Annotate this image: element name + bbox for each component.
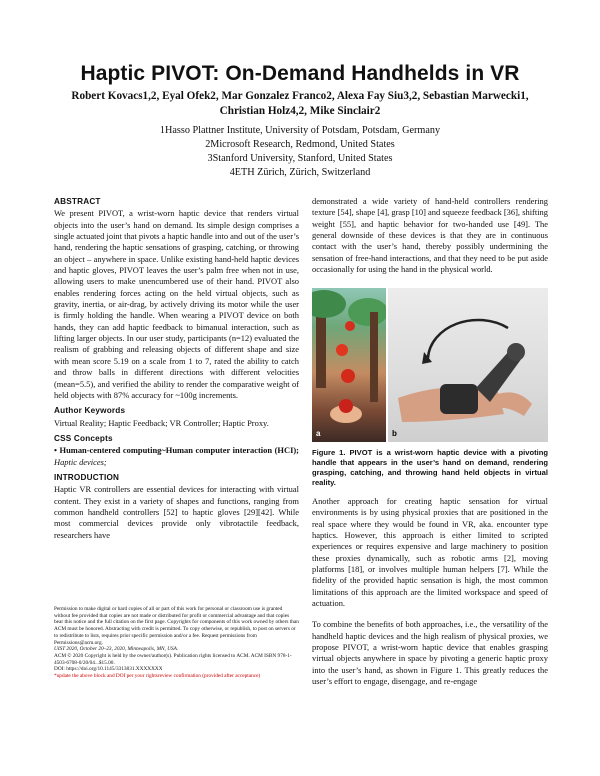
ccs-text-italic: Haptic devices; xyxy=(54,456,107,467)
abstract-text: We present PIVOT, a wrist-worn haptic device that renders virtual objects into the user’s hand on demand. Its simple design comprises a single actuated joint that pivots a haptic handle into and out of the user’s hand, rendering the haptic sensations of grasping, catching, or throwing an object – anywhere in space. Unlike existing hand-held haptic devices and haptic gloves, PIVOT leaves the user’s palm free when not in use, allowing users to make unencumbered use of their hand. PIVOT also enables rendering forces acting on the held virtual objects, such as gravity, inertia, or air-drag, by actively driving its motor while the user is firmly holding the handle. When wearing a PIVOT device on both hands, they can add haptic feedback to bimanual interaction, such as lifting larger objects. In our user study, participants (n=12) evaluated the realism of grabbing and releasing objects of different shape and size with mean score 5.19 on a scale from 1 to 7, rated the ability to catch and throw balls in different directions with different velocities (mean=5.5), and verified the ability to render the comparative weight of held objects with 87% accuracy for ~100g increments. xyxy=(54,208,299,400)
introduction-heading: INTRODUCTION xyxy=(54,472,120,482)
right-top-text: demonstrated a wide variety of hand-held controllers rendering texture [54], shape [4], grasp [10] and squeeze feedback [36], shifting weight [55], and haptic behavior for two-handed use [49]. The general downside of these devices is that they are in continuous contact with the user’s hand, thereby possibly undermining the sensation of free-hand interactions, and that they need to be put aside occasionally for using the hand in the physical world. xyxy=(312,196,548,275)
keywords-text: Virtual Reality; Haptic Feedback; VR Controller; Haptic Proxy. xyxy=(54,417,269,428)
affiliation-1: 1Hasso Plattner Institute, University of Potsdam, Potsdam, Germany xyxy=(159,125,441,136)
copyright-text: ACM © 2020 Copyright is held by the owner/author(s). Publication rights licensed to ACM. ACM ISBN 978-1-4503-6708-0/20/04...$15.00. xyxy=(54,652,292,666)
panel-label-b: b xyxy=(392,429,397,438)
permissions-block xyxy=(54,606,299,680)
figure-panel-device-photo xyxy=(388,288,548,442)
affiliation-list xyxy=(80,124,520,180)
right-paragraph-3: To combine the benefits of both approaches, i.e., the versatility of the handheld haptic devices and the high realism of physical proxies, we propose PIVOT, a wrist-worn haptic device that enables grasping virtual objects anywhere in space by pivoting a generic haptic proxy into the user’s hand, as shown in Figure 1. This greatly reduces the user’s effort to engage, disengage, and re-engage xyxy=(312,619,548,687)
left-column xyxy=(54,196,299,541)
affiliation-2: 2Microsoft Research, Redmond, United States xyxy=(205,139,395,150)
affiliation-3: 3Stanford University, Stanford, United States xyxy=(207,153,393,164)
paper-title: Haptic PIVOT: On-Demand Handhelds in VR xyxy=(80,62,520,85)
vr-scene-illustration xyxy=(312,288,386,442)
introduction-text: Haptic VR controllers are essential devices for interacting with virtual content. They exist in a variety of shapes and functions, ranging from common handheld controllers [52] to haptic gloves [29][42]. While most commercial devices provide only vibrotactile feedback, researchers have xyxy=(54,484,299,540)
doi-note: *update the above block and DOI per your rightsreview confirmation (provided after acceptance) xyxy=(54,673,261,680)
doi-text: DOI: https://doi.org/10.1145/3313831.XXXXXXX xyxy=(54,666,163,673)
ccs-text-bold: • Human-centered computing~Human computer interaction (HCI); xyxy=(54,445,299,456)
figure-panel-vr-scene xyxy=(312,288,386,442)
author-line-1: Robert Kovacs1,2, Eyal Ofek2, Mar Gonzalez Franco2, Alexa Fay Siu3,2, Sebastian Marwecki1, xyxy=(71,90,529,102)
panel-label-a: a xyxy=(316,429,321,438)
venue-text: UIST 2020, October 20–23, 2020, Minneapolis, MN, USA. xyxy=(54,646,179,653)
affiliation-4: 4ETH Zürich, Zürich, Switzerland xyxy=(229,167,371,178)
abstract-heading: ABSTRACT xyxy=(54,197,101,206)
keywords-heading: Author Keywords xyxy=(54,406,126,416)
device-illustration xyxy=(388,288,548,442)
permissions-text: Permission to make digital or hard copies of all or part of this work for personal or classroom use is granted without fee provided that copies are not made or distributed for profit or commercial advantage and that copies bear this notice and the full citation on the first page. Copyrights for components of this work owned by others than ACM must be honored. Abstracting with credit is permitted. To copy otherwise, or republish, to post on servers or to redistribute to lists, requires prior specific permission and/or a fee. Request permissions from Permissions@acm.org. xyxy=(54,606,299,646)
figure-caption: Figure 1. PIVOT is a wrist-worn haptic device with a pivoting handle that appears in the user’s hand on demand, rendering grasping, catching, and throwing hand held objects in virtual reality. xyxy=(312,448,548,487)
ccs-heading: CSS Concepts xyxy=(54,433,113,443)
right-paragraph-2: Another approach for creating haptic sensation for virtual environments is by using physical proxies that are positioned in the real space where they would be found in VR, aka. encounter type haptics. However, this approach is either limited to scripted experiences or requires expensive and large machinery to position these proxies dynamically, such as robotic arms [2], moving platforms [18], or involves multiple human helpers [7]. While the fidelity of the provided haptic sensation is high, the most common limitations of this approach are the limited workspace and speed of actuation. xyxy=(312,496,548,609)
right-column-top xyxy=(312,196,548,275)
right-column-body xyxy=(312,496,548,688)
author-line-2: Christian Holz4,2, Mike Sinclair2 xyxy=(219,104,381,117)
ccs-text xyxy=(54,445,299,468)
figure-1 xyxy=(312,288,548,442)
author-list xyxy=(40,89,560,118)
